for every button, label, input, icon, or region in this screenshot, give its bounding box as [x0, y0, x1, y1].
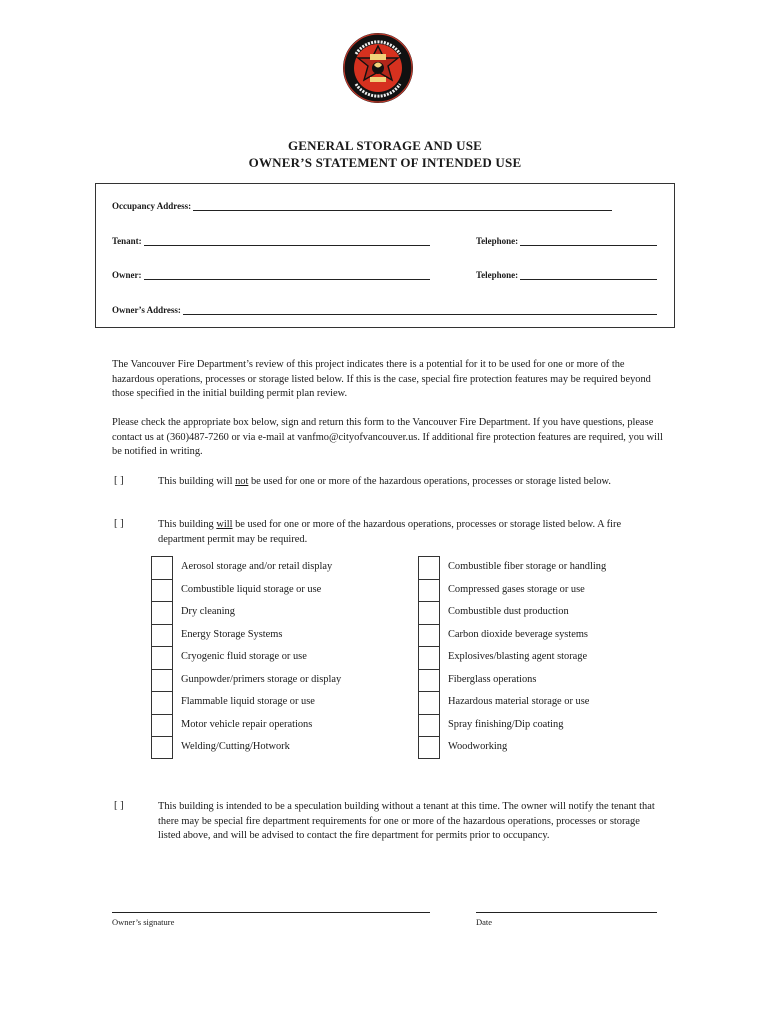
checklist-item[interactable]: Gunpowder/primers storage or display [151, 669, 381, 692]
owner-field[interactable] [112, 270, 430, 280]
option-1-checkbox[interactable]: [ ] [114, 475, 124, 486]
checkbox[interactable] [151, 736, 173, 759]
checklist-item[interactable]: Woodworking [418, 736, 648, 759]
checklist-item[interactable]: Flammable liquid storage or use [151, 691, 381, 714]
tenant-telephone-field[interactable] [476, 236, 657, 246]
owner-label: Owner: [112, 270, 142, 280]
tenant-telephone-label: Telephone: [476, 236, 519, 246]
occupancy-address-label: Occupancy Address: [112, 201, 192, 211]
checkbox[interactable] [418, 601, 440, 624]
option-2-checkbox[interactable]: [ ] [114, 518, 124, 529]
checklist-item[interactable]: Hazardous material storage or use [418, 691, 648, 714]
checkbox[interactable] [418, 579, 440, 602]
checklist-item[interactable]: Energy Storage Systems [151, 624, 381, 647]
checkbox[interactable] [151, 714, 173, 737]
checkbox[interactable] [418, 624, 440, 647]
occupancy-address-field[interactable] [112, 201, 612, 211]
owners-address-field[interactable] [112, 305, 657, 315]
checkbox[interactable] [151, 579, 173, 602]
owners-address-label: Owner’s Address: [112, 305, 181, 315]
checkbox[interactable] [418, 669, 440, 692]
option-3-checkbox[interactable]: [ ] [114, 800, 124, 811]
option-1-text: This building will not be used for one or more of the hazardous operations, processes or storage listed below. [158, 476, 611, 487]
checklist-item[interactable]: Combustible liquid storage or use [151, 579, 381, 602]
tenant-telephone-line [520, 236, 657, 246]
checkbox[interactable] [151, 624, 173, 647]
fire-department-logo [342, 32, 414, 104]
checkbox[interactable] [151, 691, 173, 714]
form-title-line1: GENERAL STORAGE AND USE [288, 138, 482, 153]
option-3-text: This building is intended to be a speculation building without a tenant at this time. The owner will notify the tenant that there may be special fire department requirements for one or more of the hazardous operations, processes or storage listed above, and will be advised to contact the fire department for permits prior to occupancy. [158, 801, 655, 841]
checkbox[interactable] [418, 646, 440, 669]
checklist-item[interactable]: Compressed gases storage or use [418, 579, 648, 602]
checkbox[interactable] [418, 714, 440, 737]
checklist-item[interactable]: Combustible fiber storage or handling [418, 556, 648, 579]
checklist-item[interactable]: Carbon dioxide beverage systems [418, 624, 648, 647]
owner-telephone-label: Telephone: [476, 270, 519, 280]
owner-telephone-line [520, 270, 657, 280]
checkbox[interactable] [151, 601, 173, 624]
option-2-text: This building will be used for one or more of the hazardous operations, processes or storage listed below. A fire department permit may be required. [158, 519, 622, 545]
intro-paragraph-2: Please check the appropriate box below, sign and return this form to the Vancouver Fire Department. If you have questions, please contact us at (360)487-7260 or via e-mail at vanfmo@cityofvancouver.us. If additional fire protection features are required, you will be notified in writing. [112, 417, 663, 457]
owner-telephone-field[interactable] [476, 270, 657, 280]
date-label: Date [476, 917, 493, 927]
checklist-item[interactable]: Explosives/blasting agent storage [418, 646, 648, 669]
checklist-item[interactable]: Dry cleaning [151, 601, 381, 624]
tenant-label: Tenant: [112, 236, 142, 246]
checkbox[interactable] [418, 691, 440, 714]
checklist-item[interactable]: Cryogenic fluid storage or use [151, 646, 381, 669]
date-line[interactable] [476, 912, 657, 913]
checklist-item[interactable]: Aerosol storage and/or retail display [151, 556, 381, 579]
checklist-item[interactable]: Spray finishing/Dip coating [418, 714, 648, 737]
owners-address-line [183, 305, 657, 315]
checklist-item[interactable]: Combustible dust production [418, 601, 648, 624]
checkbox[interactable] [151, 646, 173, 669]
occupancy-address-line [193, 201, 612, 211]
owner-signature-line[interactable] [112, 912, 430, 913]
checkbox[interactable] [418, 556, 440, 579]
tenant-field[interactable] [112, 236, 430, 246]
checklist-item[interactable]: Welding/Cutting/Hotwork [151, 736, 381, 759]
owner-line [144, 270, 431, 280]
tenant-line [144, 236, 430, 246]
checkbox[interactable] [151, 556, 173, 579]
checklist-item[interactable]: Fiberglass operations [418, 669, 648, 692]
form-title-line2: OWNER’S STATEMENT OF INTENDED USE [248, 155, 522, 170]
checkbox[interactable] [151, 669, 173, 692]
checklist-item[interactable]: Motor vehicle repair operations [151, 714, 381, 737]
checkbox[interactable] [418, 736, 440, 759]
intro-paragraph-1: The Vancouver Fire Department’s review of this project indicates there is a potential for it to be used for one or more of the hazardous operations, processes or storage listed below. If this is the case, special fire protection features may be required beyond those specified in the initial building permit plan review. [112, 359, 651, 399]
owner-signature-label: Owner’s signature [112, 917, 175, 927]
